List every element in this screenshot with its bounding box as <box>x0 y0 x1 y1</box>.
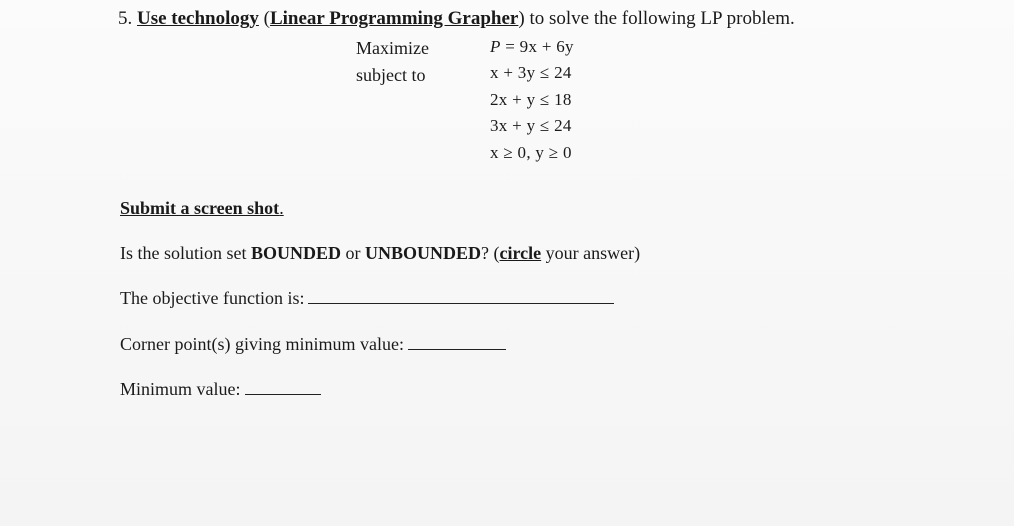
use-technology-text: Use technology <box>137 8 259 29</box>
corner-points-label: Corner point(s) giving minimum value: <box>120 334 404 354</box>
objective-function-line <box>120 288 614 309</box>
objective-lhs: P <box>490 37 501 56</box>
maximize-label: Maximize <box>356 38 429 58</box>
bounded-suffix: your answer) <box>541 243 641 263</box>
question-rest: ) to solve the following LP problem. <box>518 8 795 29</box>
constraint-nonnegativity: x ≥ 0, y ≥ 0 <box>490 143 572 162</box>
tool-name: Linear Programming Grapher <box>269 8 519 29</box>
objective-rhs: = 9x + 6y <box>500 37 574 56</box>
minimum-value-label: Minimum value: <box>120 379 241 399</box>
open-paren: ( <box>258 8 270 29</box>
submit-period: . <box>279 198 284 218</box>
minimum-value-blank[interactable] <box>245 380 321 395</box>
bounded-or: or <box>341 243 366 263</box>
question-number: 5. <box>118 8 133 29</box>
question-title <box>118 8 795 30</box>
bounded-q: ? ( <box>481 243 500 263</box>
objective-function-label: The objective function is: <box>120 288 305 308</box>
corner-points-blank[interactable] <box>408 335 506 350</box>
bounded-prefix: Is the solution set <box>120 243 251 263</box>
subject-to-label: subject to <box>356 65 426 85</box>
submit-screenshot-instruction <box>120 198 284 219</box>
constraint-3: 3x + y ≤ 24 <box>490 116 572 135</box>
constraint-1: x + 3y ≤ 24 <box>490 63 572 82</box>
corner-points-line <box>120 334 506 355</box>
objective-function <box>490 37 574 57</box>
unbounded-option[interactable]: UNBOUNDED <box>365 243 482 263</box>
circle-word: circle <box>499 243 542 263</box>
minimum-value-line <box>120 379 321 400</box>
bounded-question <box>120 243 640 264</box>
objective-function-blank[interactable] <box>308 289 614 304</box>
submit-text: Submit a screen shot <box>120 198 280 218</box>
bounded-option[interactable]: BOUNDED <box>251 243 342 263</box>
constraint-2: 2x + y ≤ 18 <box>490 90 572 109</box>
